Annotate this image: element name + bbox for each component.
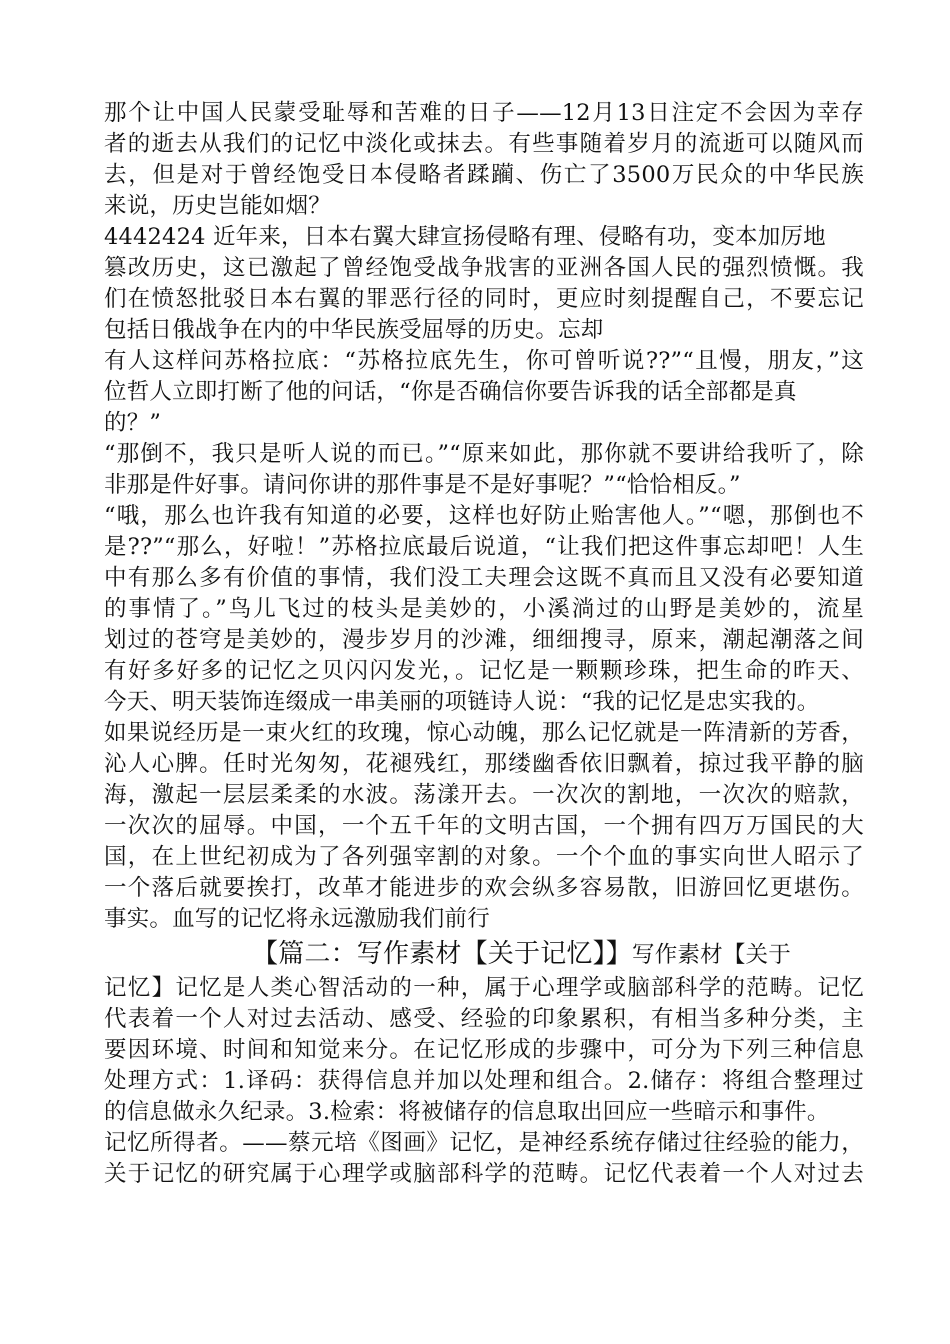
- text-line: 那个让中国人民蒙受耻辱和苦难的日子——12月13日注定不会因为幸存: [104, 100, 864, 126]
- text-line: 来说，历史岂能如烟？: [104, 193, 332, 219]
- text-line: 去，但是对于曾经饱受日本侵略者蹂躏、伤亡了3500万民众的中华民族: [104, 162, 864, 188]
- text-line: 有好多好多的记忆之贝闪闪发光，。记忆是一颗颗珍珠，把生命的昨天、: [104, 658, 864, 684]
- section-heading-line: [104, 935, 864, 973]
- text-line: 篡改历史，这已激起了曾经饱受战争戕害的亚洲各国人民的强烈愤慨。我: [104, 255, 864, 281]
- text-line: 处理方式：1.译码：获得信息并加以处理和组合。2.储存：将组合整理过: [104, 1068, 864, 1094]
- text-line: 记忆】记忆是人类心智活动的一种，属于心理学或脑部科学的范畴。记忆: [104, 975, 864, 1001]
- document-page: [104, 98, 864, 1190]
- text-line: 事实。血写的记忆将永远激励我们前行: [104, 906, 490, 932]
- section-one: [104, 98, 864, 935]
- text-line: 位哲人立即打断了他的问话，“你是否确信你要告诉我的话全部都是真: [104, 379, 797, 405]
- text-line: 代表着一个人对过去活动、感受、经验的印象累积，有相当多种分类，主: [104, 1006, 864, 1032]
- text-line: 们在愤怒批驳日本右翼的罪恶行径的同时，更应时刻提醒自己，不要忘记: [104, 286, 864, 312]
- text-line: 要因环境、时间和知觉来分。在记忆形成的步骤中，可分为下列三种信息: [104, 1037, 864, 1063]
- text-line: “那倒不，我只是听人说的而已。”“原来如此，那你就不要讲给我听了，除: [104, 441, 864, 467]
- text-line: 海，激起一层层柔柔的水波。荡漾开去。一次次的割地，一次次的赔款，: [104, 782, 864, 808]
- text-line: 是??”“那么，好啦！”苏格拉底最后说道，“让我们把这件事忘却吧！人生: [104, 534, 864, 560]
- text-line: 有人这样问苏格拉底：“苏格拉底先生，你可曾听说??”“且慢，朋友，”这: [104, 348, 864, 374]
- text-line: 的信息做永久纪录。3.检索：将被储存的信息取出回应一些暗示和事件。: [104, 1099, 830, 1125]
- text-line: 非那是件好事。请问你讲的那件事是不是好事呢？”“恰恰相反。”: [104, 472, 741, 498]
- section-two: [104, 973, 864, 1190]
- text-line: 4442424 近年来，日本右翼大肆宣扬侵略有理、侵略有功，变本加厉地: [104, 224, 826, 250]
- text-line: 一次次的屈辱。中国，一个五千年的文明古国，一个拥有四万万国民的大: [104, 813, 864, 839]
- text-line: 中有那么多有价值的事情，我们没工夫理会这既不真而且又没有必要知道: [104, 565, 864, 591]
- text-line: 国，在上世纪初成为了各列强宰割的对象。一个个血的事实向世人昭示了: [104, 844, 864, 870]
- text-line: 今天、明天装饰连缀成一串美丽的项链诗人说：“我的记忆是忠实我的。: [104, 689, 820, 715]
- heading-tail-text: 写作素材【关于: [632, 942, 791, 968]
- text-line: 者的逝去从我们的记忆中淡化或抹去。有些事随着岁月的流逝可以随风而: [104, 131, 864, 157]
- text-line: 记忆所得者。——蔡元培《图画》记忆，是神经系统存储过往经验的能力，: [104, 1130, 864, 1156]
- text-line: “哦，那么也许我有知道的必要，这样也好防止贻害他人。”“嗯，那倒也不: [104, 503, 864, 529]
- text-line: 如果说经历是一束火红的玫瑰，惊心动魄，那么记忆就是一阵清新的芳香，: [104, 720, 864, 746]
- text-line: 的？”: [104, 410, 162, 436]
- text-line: 关于记忆的研究属于心理学或脑部科学的范畴。记忆代表着一个人对过去: [104, 1161, 864, 1187]
- section-heading: 【篇二：写作素材【关于记忆】】: [252, 939, 633, 969]
- text-line: 划过的苍穹是美妙的，漫步岁月的沙滩，细细搜寻，原来，潮起潮落之间: [104, 627, 864, 653]
- text-line: 包括日俄战争在内的中华民族受屈辱的历史。忘却: [104, 317, 604, 343]
- text-line: 的事情了。”鸟儿飞过的枝头是美妙的，小溪淌过的山野是美妙的，流星: [104, 596, 864, 622]
- text-line: 一个落后就要挨打，改革才能进步的欢会纵多容易散，旧游回忆更堪伤。: [104, 875, 864, 901]
- text-line: 沁人心脾。任时光匆匆，花褪残红，那缕幽香依旧飘着，掠过我平静的脑: [104, 751, 864, 777]
